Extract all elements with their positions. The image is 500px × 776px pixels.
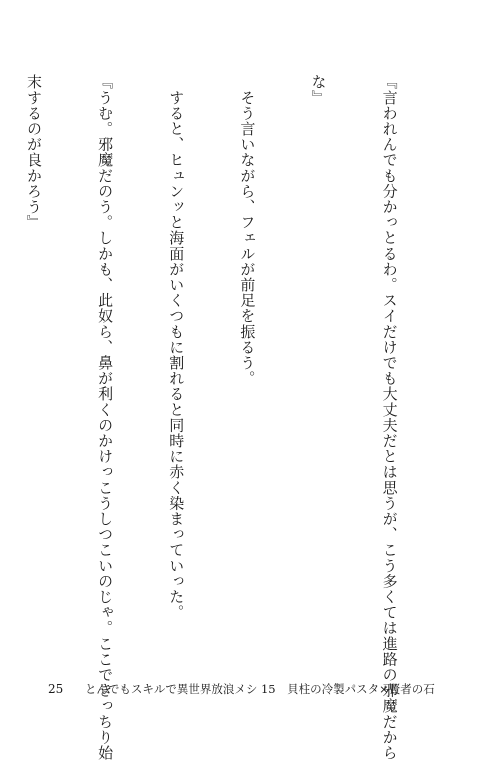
text-line: な』 bbox=[309, 74, 328, 106]
text-line: すると、ヒュンッと海面がいくつもに割れると同時に赤く染まっていった。 bbox=[167, 74, 186, 620]
text-line: 末するのが良かろう』 bbox=[25, 74, 44, 230]
text-line: 『うむ。邪魔だのう。しかも、此奴ら、鼻が利くのかけっこうしつこいのじゃ。ここできっちり始 bbox=[96, 74, 115, 761]
text-line: そう言いながら、フェルが前足を振るう。 bbox=[238, 74, 257, 386]
running-title: とんでもスキルで異世界放浪メシ 15 貝柱の冷製パスタ×賢者の石 bbox=[84, 682, 435, 696]
page-number: 25 bbox=[48, 682, 64, 696]
page-footer bbox=[48, 681, 435, 697]
text-line: 『言われんでも分かっとるわ。スイだけでも大丈夫だとは思うが、こう多くては進路の邪魔だから bbox=[380, 74, 399, 761]
